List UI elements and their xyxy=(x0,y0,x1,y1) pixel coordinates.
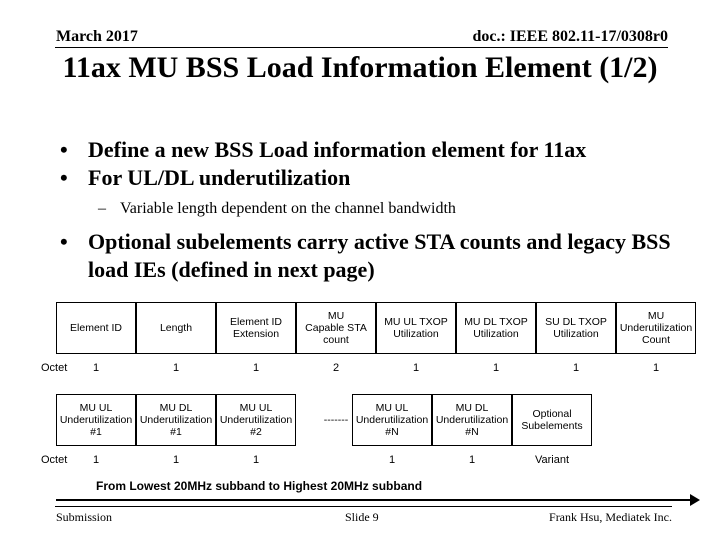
sub-bullet-dash: – xyxy=(98,200,106,217)
arrow-right-icon xyxy=(690,494,700,506)
field-mu-ul-underutilization-2: MU UL Underutilization #2 xyxy=(216,394,296,446)
octet-value: 1 xyxy=(572,362,580,374)
header-date: March 2017 xyxy=(56,28,138,45)
bullet-text: For UL/DL underutilization xyxy=(88,165,351,190)
octet-value: 1 xyxy=(172,454,180,466)
field-mu-ul-underutilization-n: MU UL Underutilization #N xyxy=(352,394,432,446)
footer-author: Frank Hsu, Mediatek Inc. xyxy=(549,510,672,524)
field-su-dl-txop: SU DL TXOP Utilization xyxy=(536,302,616,354)
footer-divider xyxy=(55,506,672,507)
slide-title: 11ax MU BSS Load Information Element (1/2) xyxy=(62,51,658,84)
sub-bullet-text: Variable length dependent on the channel bandwidth xyxy=(120,200,456,217)
octet-value: 1 xyxy=(468,454,476,466)
field-element-id-extension: Element ID Extension xyxy=(216,302,296,354)
ie-format-diagram xyxy=(40,300,700,500)
field-optional-subelements: Optional Subelements xyxy=(512,394,592,446)
bullet-dot: • xyxy=(60,165,68,190)
octet-value: 1 xyxy=(388,454,396,466)
octet-value: 1 xyxy=(412,362,420,374)
field-ellipsis: ------- xyxy=(296,394,376,446)
subband-arrow-label: From Lowest 20MHz subband to Highest 20MHz subband xyxy=(96,479,423,493)
octet-value: 1 xyxy=(252,362,260,374)
field-mu-capable-sta-count: MU Capable STA count xyxy=(296,302,376,354)
header-divider xyxy=(55,47,668,48)
bullet-text: Optional subelements carry active STA counts and legacy BSS load IEs (defined in next page) xyxy=(88,229,671,282)
bullet-item xyxy=(60,164,680,192)
bullet-text: Define a new BSS Load information element for 11ax xyxy=(88,137,587,162)
field-mu-underutilization-count: MU Underutilization Count xyxy=(616,302,696,354)
bullet-item xyxy=(60,136,680,164)
octet-value: Variant xyxy=(534,454,570,466)
header-doc-id: doc.: IEEE 802.11-17/0308r0 xyxy=(472,28,668,45)
octet-value: 2 xyxy=(332,362,340,374)
footer-slide-number: Slide 9 xyxy=(345,510,379,524)
field-element-id: Element ID xyxy=(56,302,136,354)
field-mu-dl-underutilization-1: MU DL Underutilization #1 xyxy=(136,394,216,446)
bullet-item xyxy=(60,228,680,284)
octet-value: 1 xyxy=(492,362,500,374)
octet-value: 1 xyxy=(252,454,260,466)
sub-bullet-item xyxy=(60,198,680,220)
field-mu-dl-underutilization-n: MU DL Underutilization #N xyxy=(432,394,512,446)
octet-value: 1 xyxy=(652,362,660,374)
field-mu-ul-txop: MU UL TXOP Utilization xyxy=(376,302,456,354)
field-mu-ul-underutilization-1: MU UL Underutilization #1 xyxy=(56,394,136,446)
field-length: Length xyxy=(136,302,216,354)
octet-label: Octet xyxy=(41,362,68,374)
field-mu-dl-txop: MU DL TXOP Utilization xyxy=(456,302,536,354)
subband-arrow-line xyxy=(56,499,698,501)
octet-label: Octet xyxy=(41,454,68,466)
octet-value: 1 xyxy=(92,454,100,466)
octet-value: 1 xyxy=(92,362,100,374)
footer-submission: Submission xyxy=(56,510,113,524)
bullet-list xyxy=(60,136,680,284)
bullet-dot: • xyxy=(60,137,68,162)
bullet-dot: • xyxy=(60,229,68,254)
octet-value: 1 xyxy=(172,362,180,374)
